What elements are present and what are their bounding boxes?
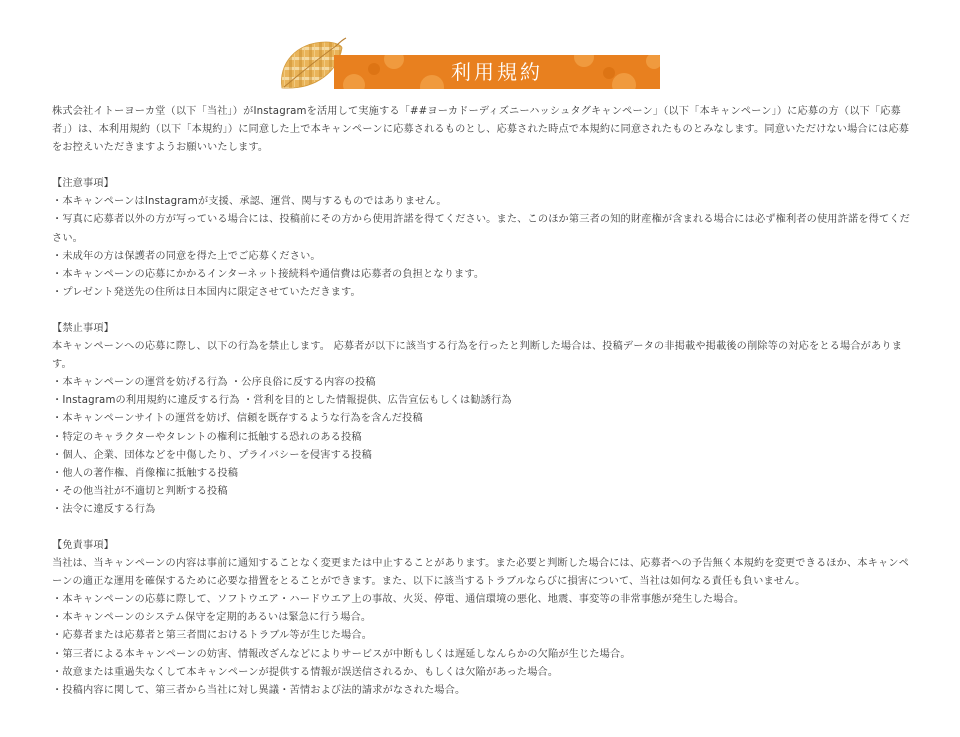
list-item: ・写真に応募者以外の方が写っている場合には、投稿前にその方から使用許諾を得てください。また、このほか第三者の知的財産権が含まれる場合には必ず権利者の使用許諾を得てください。 bbox=[52, 214, 911, 244]
list-item: ・本キャンペーンサイトの運営を妨げ、信頼を既存するような行為を含んだ投稿 bbox=[52, 413, 423, 425]
list-item: ・特定のキャラクターやタレントの権利に抵触する恐れのある投稿 bbox=[52, 431, 362, 443]
list-item: 本キャンペーンへの応募に際し、以下の行為を禁止します。 応募者が以下に該当する行為を行ったと判断した場合は、投稿データの非掲載や掲載後の削除等の対応をとる場合があります。 bbox=[52, 341, 903, 371]
list-item: ・本キャンペーンのシステム保守を定期的あるいは緊急に行う場合。 bbox=[52, 612, 372, 624]
list-item: ・故意または重過失なくして本キャンペーンが提供する情報が誤送信されるか、もしくは欠陥があった場合。 bbox=[52, 666, 559, 678]
notes-section bbox=[52, 175, 912, 302]
list-item: ・未成年の方は保護者の同意を得た上でご応募ください。 bbox=[52, 250, 321, 262]
list-item: ・第三者による本キャンペーンの妨害、情報改ざんなどによりサービスが中断もしくは遅延しなんらかの欠陥が生じた場合。 bbox=[52, 648, 631, 660]
list-item: ・個人、企業、団体などを中傷したり、プライバシーを侵害する投稿 bbox=[52, 449, 372, 461]
list-item: ・応募者または応募者と第三者間におけるトラブル等が生じた場合。 bbox=[52, 630, 373, 642]
section-heading: 【禁止事項】 bbox=[52, 322, 115, 334]
prohibited-section bbox=[52, 320, 912, 519]
section-heading: 【免責事項】 bbox=[52, 539, 115, 551]
list-item: ・本キャンペーンの運営を妨げる行為 ・公序良俗に反する内容の投稿 bbox=[52, 377, 376, 389]
terms-content bbox=[52, 103, 912, 700]
list-item: ・本キャンペーンの応募に際して、ソフトウエア・ハードウエア上の事故、火災、停電、通信環境の悪化、地震、事変等の非常事態が発生した場合。 bbox=[52, 594, 745, 606]
title-bar bbox=[334, 55, 660, 89]
list-item: 当社は、当キャンペーンの内容は事前に通知することなく変更または中止することがあります。また必要と判断した場合には、応募者への予告無く本規約を変更できるほか、本キャンペーンの適正な運用を確保するために必要な措置をとることができます。また、以下に該当するトラブルならびに損害について、当社は如何なる責任も負いません。 bbox=[52, 558, 909, 588]
list-item: ・他人の著作権、肖像権に抵触する投稿 bbox=[52, 467, 239, 479]
list-item: ・本キャンペーンはInstagramが支援、承認、運営、関与するものではありません。 bbox=[52, 196, 447, 208]
list-item: ・本キャンペーンの応募にかかるインターネット接続料や通信費は応募者の負担となります。 bbox=[52, 268, 485, 280]
list-item: ・プレゼント発送先の住所は日本国内に限定させていただきます。 bbox=[52, 286, 361, 298]
disclaimer-section bbox=[52, 537, 912, 700]
section-heading: 【注意事項】 bbox=[52, 178, 115, 190]
intro-paragraph: 株式会社イトーヨーカ堂（以下「当社」）がInstagramを活用して実施する「##ヨーカドーディズニーハッシュタグキャンペーン」（以下「本キャンペーン」）に応募の方（以下「応募者」）は、本利用規約（以下「本規約」）に同意した上で本キャンペーンに応募されるものとし、応募された時点で本規約に同意されたものとみなします。同意いただけない場合には応募をお控えいただきますようお願いいたします。 bbox=[52, 106, 910, 154]
list-item: ・法令に違反する行為 bbox=[52, 503, 156, 515]
page-header bbox=[276, 34, 662, 94]
list-item: ・その他当社が不適切と判断する投稿 bbox=[52, 485, 228, 497]
list-item: ・Instagramの利用規約に違反する行為 ・営利を目的とした情報提供、広告宣伝もしくは勧誘行為 bbox=[52, 395, 512, 407]
page-title: 利用規約 bbox=[451, 60, 543, 84]
list-item: ・投稿内容に関して、第三者から当社に対し異議・苦情および法的請求がなされた場合。 bbox=[52, 684, 466, 696]
